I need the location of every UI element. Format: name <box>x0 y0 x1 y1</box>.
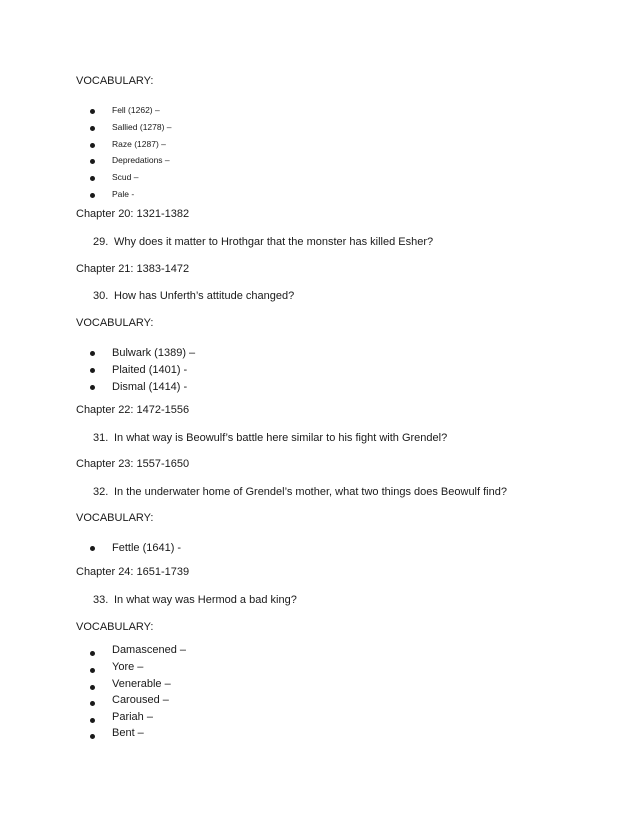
vocabulary-heading: VOCABULARY: <box>76 512 154 524</box>
bullet-icon <box>90 159 95 164</box>
question-text: Why does it matter to Hrothgar that the monster has killed Esher? <box>114 236 434 248</box>
bullet-icon <box>90 701 95 706</box>
question-number: 32. <box>93 486 109 498</box>
vocabulary-heading: VOCABULARY: <box>76 317 154 329</box>
vocab-term: Scud – <box>112 172 139 182</box>
vocab-term: Fell (1262) – <box>112 105 160 115</box>
vocab-term: Pale - <box>112 189 135 199</box>
bullet-icon <box>90 109 95 114</box>
bullet-icon <box>90 668 95 673</box>
question-number: 31. <box>93 432 109 444</box>
vocab-term: Caroused – <box>112 694 169 706</box>
chapter-heading: Chapter 23: 1557-1650 <box>76 458 190 470</box>
vocab-term: Bulwark (1389) – <box>112 347 196 359</box>
chapter-heading: Chapter 20: 1321-1382 <box>76 208 190 220</box>
bullet-icon <box>90 351 95 356</box>
bullet-icon <box>90 718 95 723</box>
vocab-term: Fettle (1641) - <box>112 542 182 554</box>
bullet-icon <box>90 685 95 690</box>
vocab-term: Damascened – <box>112 644 186 656</box>
bullet-icon <box>90 143 95 148</box>
bullet-icon <box>90 734 95 739</box>
chapter-heading: Chapter 21: 1383-1472 <box>76 263 190 275</box>
bullet-icon <box>90 176 95 181</box>
vocab-term: Bent – <box>112 727 144 739</box>
vocab-term: Sallied (1278) – <box>112 122 172 132</box>
vocabulary-heading: VOCABULARY: <box>76 75 154 87</box>
vocab-term: Venerable – <box>112 678 171 690</box>
vocab-term: Depredations – <box>112 155 170 165</box>
bullet-icon <box>90 385 95 390</box>
question-number: 30. <box>93 290 109 302</box>
chapter-heading: Chapter 22: 1472-1556 <box>76 404 190 416</box>
vocab-term: Yore – <box>112 661 144 673</box>
question-text: In what way was Hermod a bad king? <box>114 594 297 606</box>
question-number: 29. <box>93 236 109 248</box>
bullet-icon <box>90 546 95 551</box>
chapter-heading: Chapter 24: 1651-1739 <box>76 566 190 578</box>
bullet-icon <box>90 651 95 656</box>
bullet-icon <box>90 193 95 198</box>
vocab-term: Pariah – <box>112 711 153 723</box>
vocab-term: Raze (1287) – <box>112 139 166 149</box>
question-number: 33. <box>93 594 109 606</box>
vocabulary-heading: VOCABULARY: <box>76 621 154 633</box>
vocab-term: Dismal (1414) - <box>112 381 188 393</box>
question-text: How has Unferth’s attitude changed? <box>114 290 295 302</box>
vocab-term: Plaited (1401) - <box>112 364 188 376</box>
question-text: In what way is Beowulf’s battle here similar to his fight with Grendel? <box>114 432 448 444</box>
bullet-icon <box>90 368 95 373</box>
question-text: In the underwater home of Grendel’s mother, what two things does Beowulf find? <box>114 486 507 498</box>
bullet-icon <box>90 126 95 131</box>
